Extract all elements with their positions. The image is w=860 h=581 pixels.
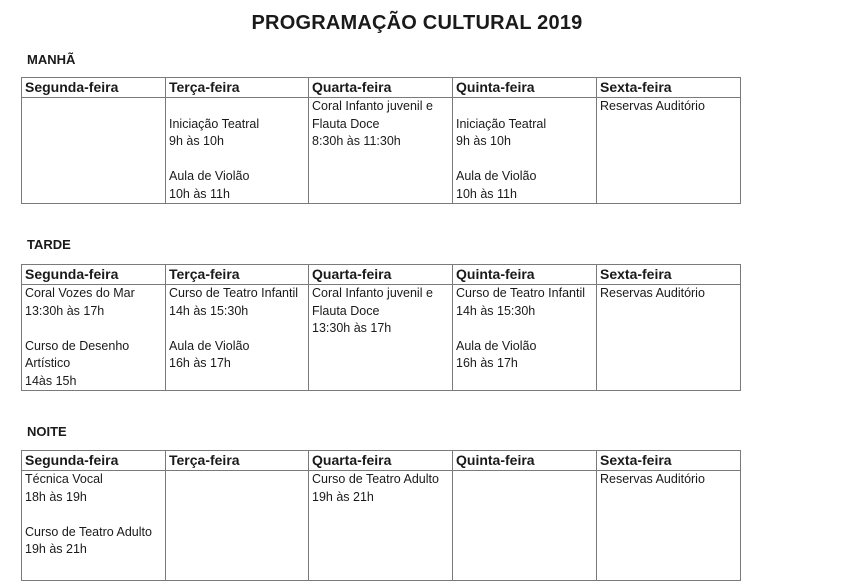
- activity-line: 10h às 11h: [169, 186, 230, 201]
- day-header-quinta: Quinta-feira: [453, 265, 597, 285]
- section-label-tarde: TARDE: [27, 237, 71, 252]
- cell-quinta: [453, 98, 597, 204]
- day-header-segunda: Segunda-feira: [22, 451, 166, 471]
- cell-terca: [166, 471, 309, 581]
- activity-line: Artístico: [25, 356, 71, 370]
- activity-line: Aula de Violão: [169, 169, 250, 183]
- activity-line: Flauta Doce: [312, 116, 380, 131]
- cell-quinta: [453, 471, 597, 581]
- cell-quarta: [309, 285, 453, 391]
- table-row: [22, 98, 741, 204]
- day-header-segunda: Segunda-feira: [22, 265, 166, 285]
- cell-segunda: [22, 98, 166, 204]
- activity-line: 16h às 17h: [456, 356, 518, 370]
- cell-terca: [166, 285, 309, 391]
- cell-quarta: [309, 98, 453, 204]
- activity-line: Reservas Auditório: [600, 99, 705, 113]
- day-header-sexta: Sexta-feira: [597, 78, 741, 98]
- activity-line: Flauta Doce: [312, 303, 380, 318]
- activity-line: Coral Infanto juvenil e: [312, 99, 433, 113]
- activity-line: 14h às 15:30h: [169, 303, 249, 318]
- activity-line: Reservas Auditório: [600, 286, 705, 300]
- activity-line: Iniciação Teatral: [456, 116, 547, 131]
- line-spacer: [456, 98, 593, 116]
- line-spacer: [169, 98, 305, 116]
- table-row: [22, 471, 741, 581]
- activity-line: Curso de Teatro Infantil: [169, 286, 299, 300]
- activity-line: 10h às 11h: [456, 186, 517, 201]
- schedule-table-manha: [21, 77, 741, 204]
- activity-line: Aula de Violão: [456, 169, 537, 183]
- day-header-quarta: Quarta-feira: [309, 451, 453, 471]
- activity-line: 13:30h às 17h: [312, 321, 392, 335]
- cell-quinta: [453, 285, 597, 391]
- section-label-manha: MANHÃ: [27, 52, 76, 67]
- day-header-terca: Terça-feira: [166, 265, 309, 285]
- day-header-sexta: Sexta-feira: [597, 265, 741, 285]
- activity-line: Curso de Teatro Adulto: [312, 472, 439, 486]
- cell-sexta: [597, 471, 741, 581]
- activity-line: Iniciação Teatral: [169, 116, 260, 131]
- day-header-terca: Terça-feira: [166, 78, 309, 98]
- activity-line: 19h às 21h: [25, 542, 87, 556]
- cell-terca: [166, 98, 309, 204]
- line-spacer: [169, 151, 305, 169]
- schedule-table-tarde: [21, 264, 741, 391]
- activity-line: 9h às 10h: [169, 134, 224, 148]
- day-header-quarta: Quarta-feira: [309, 265, 453, 285]
- page-title: PROGRAMAÇÃO CULTURAL 2019: [251, 12, 583, 34]
- line-spacer: [456, 151, 593, 169]
- activity-line: Reservas Auditório: [600, 472, 705, 486]
- activity-line: 19h às 21h: [312, 489, 374, 504]
- activity-line: Curso de Desenho: [25, 338, 130, 353]
- activity-line: 14h às 15:30h: [456, 303, 536, 318]
- cell-sexta: [597, 285, 741, 391]
- day-header-quinta: Quinta-feira: [453, 78, 597, 98]
- line-spacer: [25, 320, 162, 338]
- day-header-segunda: Segunda-feira: [22, 78, 166, 98]
- activity-line: 13:30h às 17h: [25, 303, 105, 318]
- line-spacer: [169, 320, 305, 338]
- activity-line: 14às 15h: [25, 373, 77, 388]
- activity-line: 16h às 17h: [169, 356, 231, 370]
- cell-sexta: [597, 98, 741, 204]
- activity-line: 8:30h às 11:30h: [312, 134, 401, 148]
- activity-line: Coral Vozes do Mar: [25, 286, 135, 300]
- activity-line: Técnica Vocal: [25, 472, 103, 486]
- line-spacer: [25, 506, 162, 524]
- day-header-quarta: Quarta-feira: [309, 78, 453, 98]
- header-row: [22, 78, 741, 98]
- header-row: [22, 265, 741, 285]
- day-header-quinta: Quinta-feira: [453, 451, 597, 471]
- schedule-table-noite: [21, 450, 741, 581]
- cell-segunda: [22, 285, 166, 391]
- activity-line: 18h às 19h: [25, 489, 87, 504]
- activity-line: 9h às 10h: [456, 134, 511, 148]
- activity-line: Curso de Teatro Adulto: [25, 524, 152, 539]
- activity-line: Coral Infanto juvenil e: [312, 286, 433, 300]
- day-header-terca: Terça-feira: [166, 451, 309, 471]
- cell-quarta: [309, 471, 453, 581]
- activity-line: Aula de Violão: [456, 338, 537, 353]
- table-row: [22, 285, 741, 391]
- header-row: [22, 451, 741, 471]
- activity-line: Aula de Violão: [169, 338, 250, 353]
- line-spacer: [456, 320, 593, 338]
- activity-line: Curso de Teatro Infantil: [456, 286, 586, 300]
- day-header-sexta: Sexta-feira: [597, 451, 741, 471]
- section-label-noite: NOITE: [27, 424, 67, 439]
- cell-segunda: [22, 471, 166, 581]
